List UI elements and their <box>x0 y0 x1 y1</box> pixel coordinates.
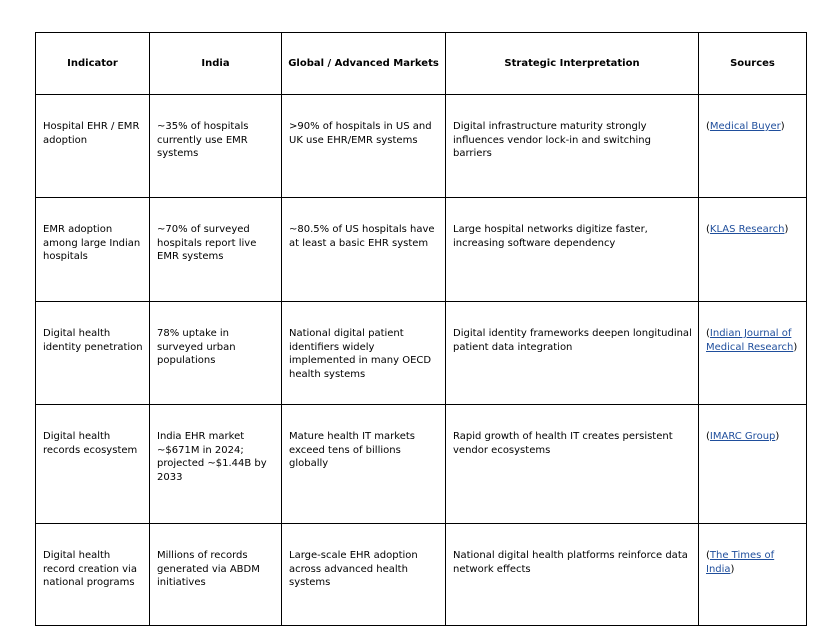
cell-india: 78% uptake in surveyed urban populations <box>150 302 282 405</box>
cell-global: Large-scale EHR adoption across advanced health systems <box>282 524 446 626</box>
cell-indicator: EMR adoption among large Indian hospitals <box>36 198 150 302</box>
cell-source <box>699 405 807 524</box>
table-row <box>36 198 807 302</box>
source-link-imarc-group[interactable]: IMARC Group <box>709 431 776 442</box>
cell-interpretation: National digital health platforms reinforce data network effects <box>446 524 699 626</box>
cell-india: Millions of records generated via ABDM initiatives <box>150 524 282 626</box>
source-close-paren: ) <box>730 563 735 575</box>
source-open-paren: ( <box>706 550 710 561</box>
cell-source <box>699 95 807 198</box>
header-indicator: Indicator <box>36 33 150 95</box>
cell-global: National digital patient identifiers widely implemented in many OECD health systems <box>282 302 446 405</box>
source-close-paren: ) <box>780 121 785 132</box>
comparison-table <box>35 32 807 626</box>
table-row <box>36 405 807 524</box>
source-open-paren: ( <box>706 224 710 235</box>
source-open-paren: ( <box>706 328 710 339</box>
table-row <box>36 302 807 405</box>
source-close-paren: ) <box>775 431 780 442</box>
table-header-row <box>36 33 807 95</box>
cell-indicator: Digital health identity penetration <box>36 302 150 405</box>
cell-source <box>699 524 807 626</box>
source-link-indian-journal[interactable]: Indian Journal of Medical Research <box>706 328 794 353</box>
cell-india: ~70% of surveyed hospitals report live EMR systems <box>150 198 282 302</box>
cell-indicator: Digital health record creation via national programs <box>36 524 150 626</box>
cell-interpretation: Rapid growth of health IT creates persistent vendor ecosystems <box>446 405 699 524</box>
source-link-medical-buyer[interactable]: Medical Buyer <box>709 121 781 132</box>
cell-source <box>699 198 807 302</box>
cell-interpretation: Digital infrastructure maturity strongly influences vendor lock-in and switching barriers <box>446 95 699 198</box>
source-open-paren: ( <box>706 121 710 132</box>
cell-indicator: Digital health records ecosystem <box>36 405 150 524</box>
source-close-paren: ) <box>784 224 789 235</box>
cell-global: Mature health IT markets exceed tens of billions globally <box>282 405 446 524</box>
table-row <box>36 524 807 626</box>
header-sources: Sources <box>699 33 807 95</box>
source-link-times-of-india[interactable]: The Times of India <box>706 550 775 575</box>
cell-global: ~80.5% of US hospitals have at least a basic EHR system <box>282 198 446 302</box>
cell-india: India EHR market ~$671M in 2024; projected ~$1.44B by 2033 <box>150 405 282 524</box>
cell-india: ~35% of hospitals currently use EMR systems <box>150 95 282 198</box>
header-interpretation: Strategic Interpretation <box>446 33 699 95</box>
cell-interpretation: Digital identity frameworks deepen longitudinal patient data integration <box>446 302 699 405</box>
table-row <box>36 95 807 198</box>
cell-indicator: Hospital EHR / EMR adoption <box>36 95 150 198</box>
cell-global: >90% of hospitals in US and UK use EHR/EMR systems <box>282 95 446 198</box>
header-global: Global / Advanced Markets <box>282 33 446 95</box>
cell-source <box>699 302 807 405</box>
source-link-klas-research[interactable]: KLAS Research <box>709 224 785 235</box>
cell-interpretation: Large hospital networks digitize faster, increasing software dependency <box>446 198 699 302</box>
source-open-paren: ( <box>706 431 710 442</box>
header-india: India <box>150 33 282 95</box>
source-close-paren: ) <box>793 341 798 353</box>
